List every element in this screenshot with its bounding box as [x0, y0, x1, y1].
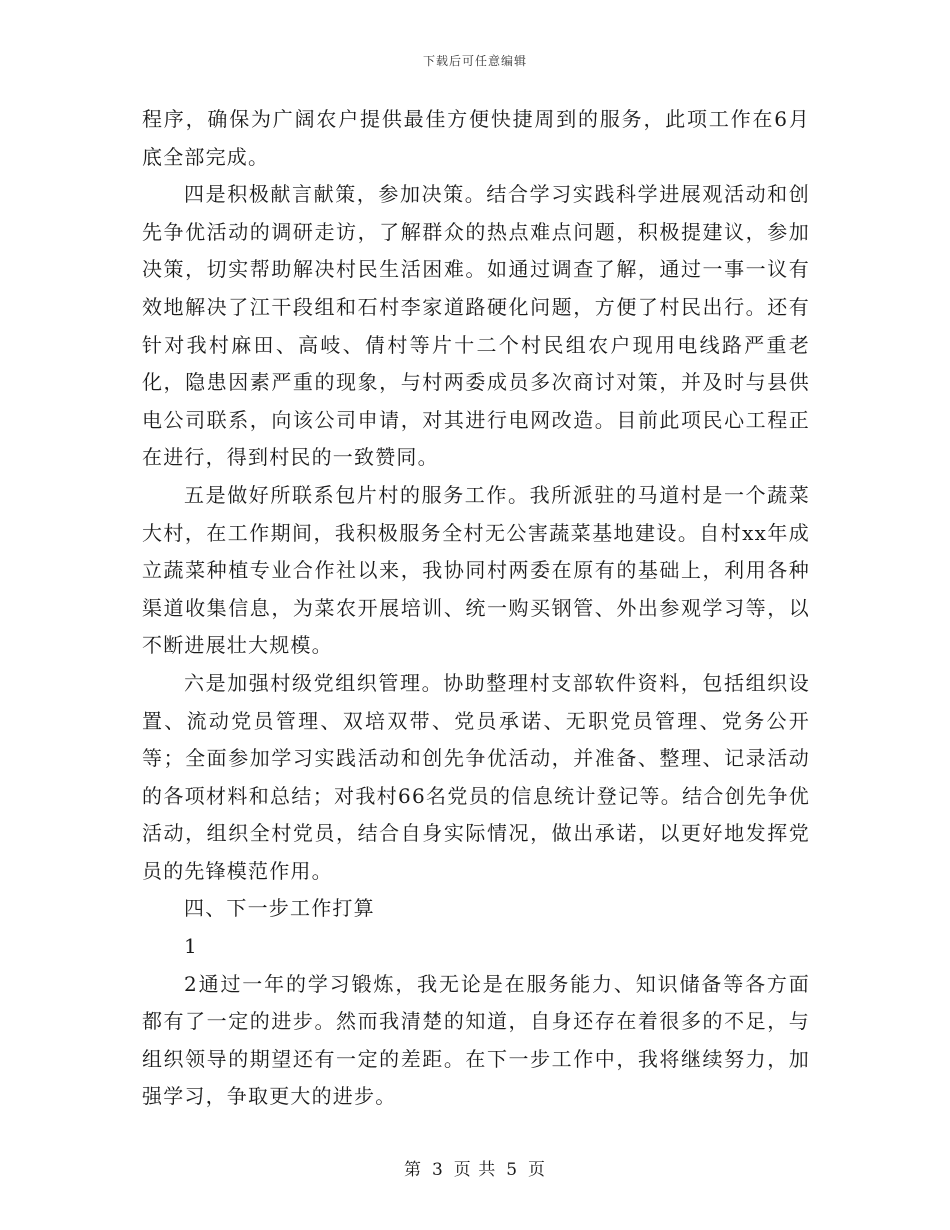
- paragraph-next-steps: 2通过一年的学习锻炼，我无论是在服务能力、知识储备等各方面都有了一定的进步。然而我清楚的知道，自身还存在着很多的不足，与组织领导的期望还有一定的差距。在下一步工作中，我将继续努力，加强学习，争取更大的进步。: [142, 971, 810, 1109]
- paragraph-continuation: 程序，确保为广阔农户提供最佳方便快捷周到的服务，此项工作在6月底全部完成。: [142, 107, 810, 169]
- footer-suffix: 页: [528, 1160, 547, 1180]
- footer-current-page: 3: [431, 1160, 444, 1180]
- page-footer: [0, 1155, 950, 1180]
- footer-mid: 页 共: [453, 1160, 497, 1180]
- footer-prefix: 第: [403, 1160, 422, 1180]
- document-body: [142, 101, 810, 1116]
- section-heading-next-steps: 四、下一步工作打算: [184, 896, 375, 921]
- footer-total-pages: 5: [506, 1160, 519, 1180]
- page-header: 下载后可任意编辑: [422, 54, 527, 68]
- paragraph-item-six: 六是加强村级党组织管理。协助整理村支部软件资料，包括组织设置、流动党员管理、双培双带、党员承诺、无职党员管理、党务公开等；全面参加学习实践活动和创先争优活动，并准备、整理、记录活动的各项材料和总结；对我村66名党员的信息统计登记等。结合创先争优活动，组织全村党员，结合自身实际情况，做出承诺，以更好地发挥党员的先锋模范作用。: [142, 670, 810, 883]
- paragraph-item-four: 四是积极献言献策，参加决策。结合学习实践科学进展观活动和创先争优活动的调研走访，了解群众的热点难点问题，积极提建议，参加决策，切实帮助解决村民生活困难。如通过调查了解，通过一事一议有效地解决了江干段组和石村李家道路硬化问题，方便了村民出行。还有针对我村麻田、高岐、倩村等片十二个村民组农户现用电线路严重老化，隐患因素严重的现象，与村两委成员多次商讨对策，并及时与县供电公司联系，向该公司申请，对其进行电网改造。目前此项民心工程正在进行，得到村民的一致赞同。: [142, 182, 810, 470]
- paragraph-item-five: 五是做好所联系包片村的服务工作。我所派驻的马道村是一个蔬菜大村，在工作期间，我积极服务全村无公害蔬菜基地建设。自村xx年成立蔬菜种植专业合作社以来，我协同村两委在原有的基础上，利用各种渠道收集信息，为菜农开展培训、统一购买钢管、外出参观学习等，以不断进展壮大规模。: [142, 482, 810, 658]
- list-number-one: 1: [184, 934, 198, 959]
